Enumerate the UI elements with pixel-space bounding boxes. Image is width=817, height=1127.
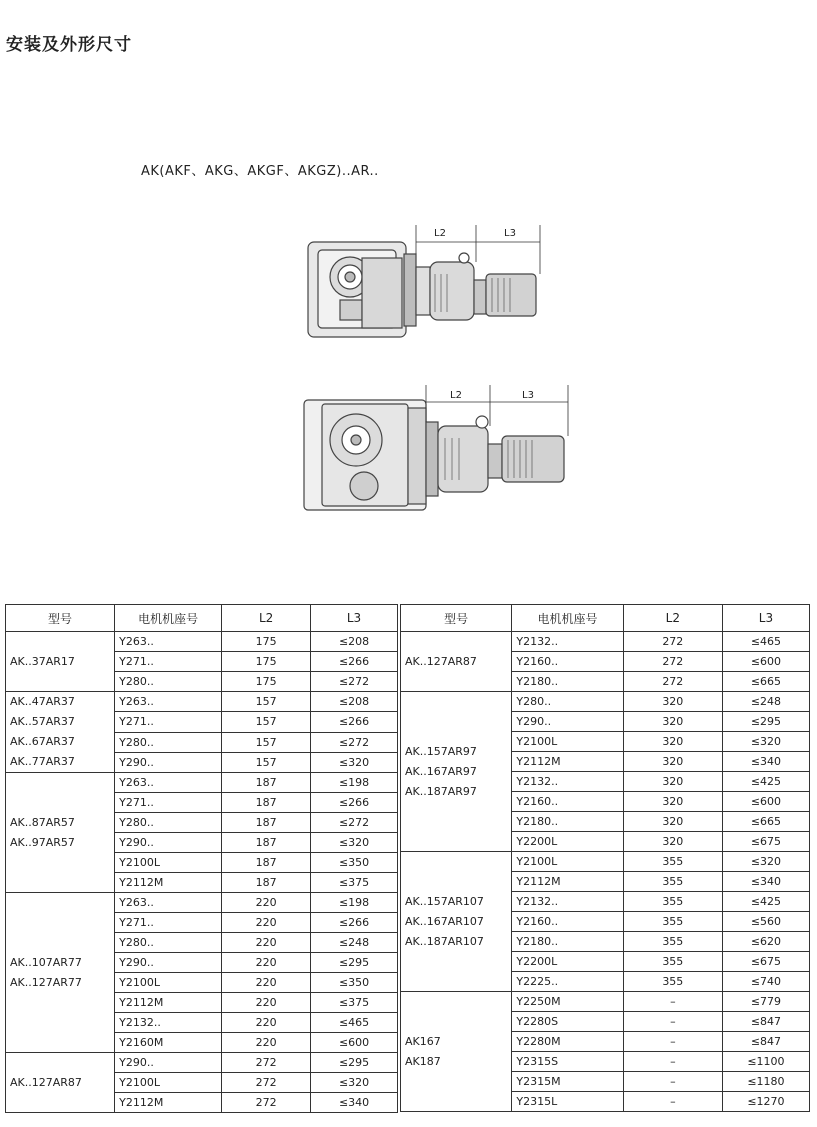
dimension-l3-label: L3: [522, 390, 534, 401]
l3-cell: ≤248: [311, 933, 398, 953]
l3-cell: ≤320: [311, 752, 398, 772]
model-cell: [401, 992, 512, 1112]
drawing-front-view: [300, 382, 580, 517]
l3-cell: ≤272: [311, 672, 398, 692]
l2-cell: 320: [623, 772, 722, 792]
motor-frame-cell: Y2100L: [115, 973, 222, 993]
l2-cell: 220: [222, 893, 311, 913]
motor-body: [502, 436, 564, 482]
motor-frame-cell: Y280..: [115, 933, 222, 953]
model-name: AK..167AR107: [405, 914, 484, 928]
l3-cell: ≤295: [311, 1053, 398, 1073]
l2-cell: 157: [222, 752, 311, 772]
l2-cell: 220: [222, 1013, 311, 1033]
motor-frame-cell: Y2280S: [512, 1012, 623, 1032]
l2-cell: 320: [623, 792, 722, 812]
l3-cell: ≤350: [311, 853, 398, 873]
l3-cell: ≤295: [722, 712, 809, 732]
l2-cell: 272: [222, 1093, 311, 1113]
spec-table-right: [400, 604, 810, 1112]
l3-cell: ≤208: [311, 632, 398, 652]
model-cell: [6, 1053, 115, 1113]
motor-frame-cell: Y271..: [115, 712, 222, 732]
motor-frame-cell: Y290..: [115, 953, 222, 973]
l3-cell: ≤675: [722, 952, 809, 972]
motor-frame-cell: Y2100L: [512, 852, 623, 872]
l2-cell: 157: [222, 712, 311, 732]
motor-frame-cell: Y290..: [512, 712, 623, 732]
header-model: 型号: [401, 605, 512, 632]
l3-cell: ≤375: [311, 993, 398, 1013]
adapter-flange: [426, 422, 438, 496]
l3-cell: ≤266: [311, 793, 398, 813]
header-motor-frame: 电机机座号: [512, 605, 623, 632]
l3-cell: ≤1180: [722, 1072, 809, 1092]
l3-cell: ≤665: [722, 672, 809, 692]
motor-frame-cell: Y280..: [115, 672, 222, 692]
l2-cell: 187: [222, 873, 311, 893]
model-name: AK..127AR77: [10, 975, 82, 989]
header-l2: L2: [623, 605, 722, 632]
l3-cell: ≤779: [722, 992, 809, 1012]
l2-cell: 272: [222, 1053, 311, 1073]
l2-cell: 220: [222, 973, 311, 993]
l2-cell: 355: [623, 952, 722, 972]
spec-table-left: [5, 604, 398, 1113]
l2-cell: 220: [222, 993, 311, 1013]
motor-frame-cell: Y2112M: [115, 873, 222, 893]
l3-cell: ≤272: [311, 732, 398, 752]
table-row: [401, 992, 810, 1012]
header-motor-frame: 电机机座号: [115, 605, 222, 632]
l2-cell: 320: [623, 712, 722, 732]
drawing-top-view: [300, 222, 550, 347]
model-cell: [401, 692, 512, 852]
model-name: AK..77AR37: [10, 755, 75, 768]
l3-cell: ≤465: [722, 632, 809, 652]
motor-frame-cell: Y2100L: [115, 1073, 222, 1093]
motor-frame-cell: Y2180..: [512, 672, 623, 692]
model-cell: [401, 852, 512, 992]
motor-frame-cell: Y2180..: [512, 932, 623, 952]
l2-cell: 175: [222, 672, 311, 692]
motor-frame-cell: Y271..: [115, 652, 222, 672]
model-name: AK..157AR107: [405, 894, 484, 908]
motor-frame-cell: Y263..: [115, 692, 222, 712]
header-l3: L3: [722, 605, 809, 632]
l2-cell: 355: [623, 872, 722, 892]
l3-cell: ≤340: [722, 752, 809, 772]
model-name: AK167: [405, 1034, 441, 1048]
motor-frame-cell: Y2160..: [512, 912, 623, 932]
l2-cell: 320: [623, 812, 722, 832]
page-title: 安装及外形尺寸: [6, 35, 132, 55]
l3-cell: ≤740: [722, 972, 809, 992]
l3-cell: ≤266: [311, 913, 398, 933]
l3-cell: ≤350: [311, 973, 398, 993]
model-name: AK..97AR57: [10, 835, 75, 849]
model-cell: [6, 632, 115, 692]
l3-cell: ≤600: [311, 1033, 398, 1053]
l2-cell: –: [623, 1032, 722, 1052]
intermediate-reducer: [430, 262, 474, 320]
table-row: [6, 893, 398, 913]
motor-frame-cell: Y280..: [115, 813, 222, 833]
motor-frame-cell: Y2112M: [512, 752, 623, 772]
model-cell: [401, 632, 512, 692]
motor-frame-cell: Y2112M: [115, 1093, 222, 1113]
motor-frame-cell: Y2180..: [512, 812, 623, 832]
motor-frame-cell: Y271..: [115, 913, 222, 933]
motor-frame-cell: Y290..: [115, 1053, 222, 1073]
motor-frame-cell: Y271..: [115, 793, 222, 813]
l3-cell: ≤320: [722, 852, 809, 872]
l3-cell: ≤1100: [722, 1052, 809, 1072]
model-cell: [6, 773, 115, 893]
motor-frame-cell: Y2200L: [512, 832, 623, 852]
model-name: AK..167AR97: [405, 764, 477, 778]
l2-cell: –: [623, 1052, 722, 1072]
table-header-row: [401, 605, 810, 632]
model-name: AK..187AR97: [405, 784, 477, 798]
l3-cell: ≤198: [311, 773, 398, 793]
l3-cell: ≤320: [311, 1073, 398, 1093]
l3-cell: ≤600: [722, 652, 809, 672]
l2-cell: 320: [623, 752, 722, 772]
motor-frame-cell: Y2225..: [512, 972, 623, 992]
model-name: AK..37AR17: [10, 654, 75, 668]
l3-cell: ≤375: [311, 873, 398, 893]
l3-cell: ≤266: [311, 712, 398, 732]
motor-frame-cell: Y2160M: [115, 1033, 222, 1053]
l2-cell: 187: [222, 833, 311, 853]
motor-frame-cell: Y2315L: [512, 1092, 623, 1112]
l3-cell: ≤425: [722, 892, 809, 912]
l3-cell: ≤675: [722, 832, 809, 852]
motor-frame-cell: Y2160..: [512, 652, 623, 672]
motor-frame-cell: Y2112M: [115, 993, 222, 1013]
model-name: AK..67AR37: [10, 735, 75, 748]
l2-cell: 220: [222, 913, 311, 933]
l3-cell: ≤847: [722, 1032, 809, 1052]
l3-cell: ≤295: [311, 953, 398, 973]
l3-cell: ≤320: [311, 833, 398, 853]
l2-cell: 220: [222, 953, 311, 973]
l3-cell: ≤198: [311, 893, 398, 913]
l3-cell: ≤425: [722, 772, 809, 792]
l2-cell: 272: [623, 652, 722, 672]
table-row: [401, 692, 810, 712]
motor-frame-cell: Y2100L: [512, 732, 623, 752]
motor-frame-cell: Y2200L: [512, 952, 623, 972]
motor-frame-cell: Y2132..: [115, 1013, 222, 1033]
l3-cell: ≤600: [722, 792, 809, 812]
l3-cell: ≤847: [722, 1012, 809, 1032]
l3-cell: ≤272: [311, 813, 398, 833]
motor-frame-cell: Y263..: [115, 632, 222, 652]
model-name: AK..87AR57: [10, 815, 75, 829]
model-name: AK..187AR107: [405, 934, 484, 948]
l2-cell: 355: [623, 912, 722, 932]
model-name: AK..127AR87: [405, 654, 477, 668]
adapter-flange: [404, 254, 416, 326]
header-l3: L3: [311, 605, 398, 632]
motor-frame-cell: Y2280M: [512, 1032, 623, 1052]
l2-cell: 320: [623, 732, 722, 752]
l2-cell: 157: [222, 732, 311, 752]
l3-cell: ≤665: [722, 812, 809, 832]
l2-cell: 175: [222, 632, 311, 652]
motor-frame-cell: Y263..: [115, 893, 222, 913]
motor-frame-cell: Y2250M: [512, 992, 623, 1012]
l2-cell: 220: [222, 1033, 311, 1053]
table-row: [6, 632, 398, 652]
l2-cell: 320: [623, 692, 722, 712]
motor-frame-cell: Y263..: [115, 773, 222, 793]
l3-cell: ≤1270: [722, 1092, 809, 1112]
l3-cell: ≤620: [722, 932, 809, 952]
motor-frame-cell: Y2315M: [512, 1072, 623, 1092]
table-row: [6, 1053, 398, 1073]
l3-cell: ≤248: [722, 692, 809, 712]
table-row: [6, 692, 398, 712]
intermediate-reducer: [438, 426, 488, 492]
l2-cell: 272: [623, 632, 722, 652]
model-name: AK..127AR87: [10, 1075, 82, 1089]
motor-frame-cell: Y280..: [115, 732, 222, 752]
l3-cell: ≤266: [311, 652, 398, 672]
l3-cell: ≤465: [311, 1013, 398, 1033]
motor-frame-cell: Y2100L: [115, 853, 222, 873]
motor-body: [486, 274, 536, 316]
l2-cell: 355: [623, 892, 722, 912]
table-row: [401, 632, 810, 652]
motor-frame-cell: Y2132..: [512, 892, 623, 912]
motor-frame-cell: Y280..: [512, 692, 623, 712]
l2-cell: 187: [222, 773, 311, 793]
l2-cell: –: [623, 1072, 722, 1092]
l2-cell: 320: [623, 832, 722, 852]
dimension-l3-label: L3: [504, 228, 516, 239]
table-body: [6, 632, 398, 1113]
motor-frame-cell: Y290..: [115, 833, 222, 853]
model-name: AK187: [405, 1054, 441, 1068]
l3-cell: ≤320: [722, 732, 809, 752]
l2-cell: 187: [222, 853, 311, 873]
l2-cell: 220: [222, 933, 311, 953]
l2-cell: 187: [222, 793, 311, 813]
l2-cell: –: [623, 1012, 722, 1032]
model-name: AK..57AR37: [10, 715, 75, 728]
l2-cell: –: [623, 1092, 722, 1112]
l2-cell: 272: [623, 672, 722, 692]
model-name: AK..107AR77: [10, 955, 82, 969]
header-l2: L2: [222, 605, 311, 632]
l3-cell: ≤208: [311, 692, 398, 712]
table-header-row: [6, 605, 398, 632]
l3-cell: ≤340: [722, 872, 809, 892]
l2-cell: 272: [222, 1073, 311, 1093]
l2-cell: 187: [222, 813, 311, 833]
model-cell: [6, 692, 115, 773]
l2-cell: 355: [623, 852, 722, 872]
dimension-l2-label: L2: [434, 228, 446, 239]
table-row: [6, 773, 398, 793]
motor-frame-cell: Y290..: [115, 752, 222, 772]
l2-cell: 355: [623, 972, 722, 992]
model-name: AK..47AR37: [10, 695, 75, 708]
motor-frame-cell: Y2315S: [512, 1052, 623, 1072]
table-body: [401, 632, 810, 1112]
l2-cell: 157: [222, 692, 311, 712]
model-cell: [6, 893, 115, 1053]
l2-cell: –: [623, 992, 722, 1012]
table-row: [401, 852, 810, 872]
l2-cell: 355: [623, 932, 722, 952]
header-model: 型号: [6, 605, 115, 632]
motor-frame-cell: Y2132..: [512, 632, 623, 652]
motor-frame-cell: Y2160..: [512, 792, 623, 812]
l3-cell: ≤560: [722, 912, 809, 932]
dimension-l2-label: L2: [450, 390, 462, 401]
model-name: AK..157AR97: [405, 744, 477, 758]
l3-cell: ≤340: [311, 1093, 398, 1113]
motor-frame-cell: Y2132..: [512, 772, 623, 792]
model-designation: AK(AKF、AKG、AKGF、AKGZ)..AR..: [141, 164, 379, 179]
l2-cell: 175: [222, 652, 311, 672]
motor-frame-cell: Y2112M: [512, 872, 623, 892]
